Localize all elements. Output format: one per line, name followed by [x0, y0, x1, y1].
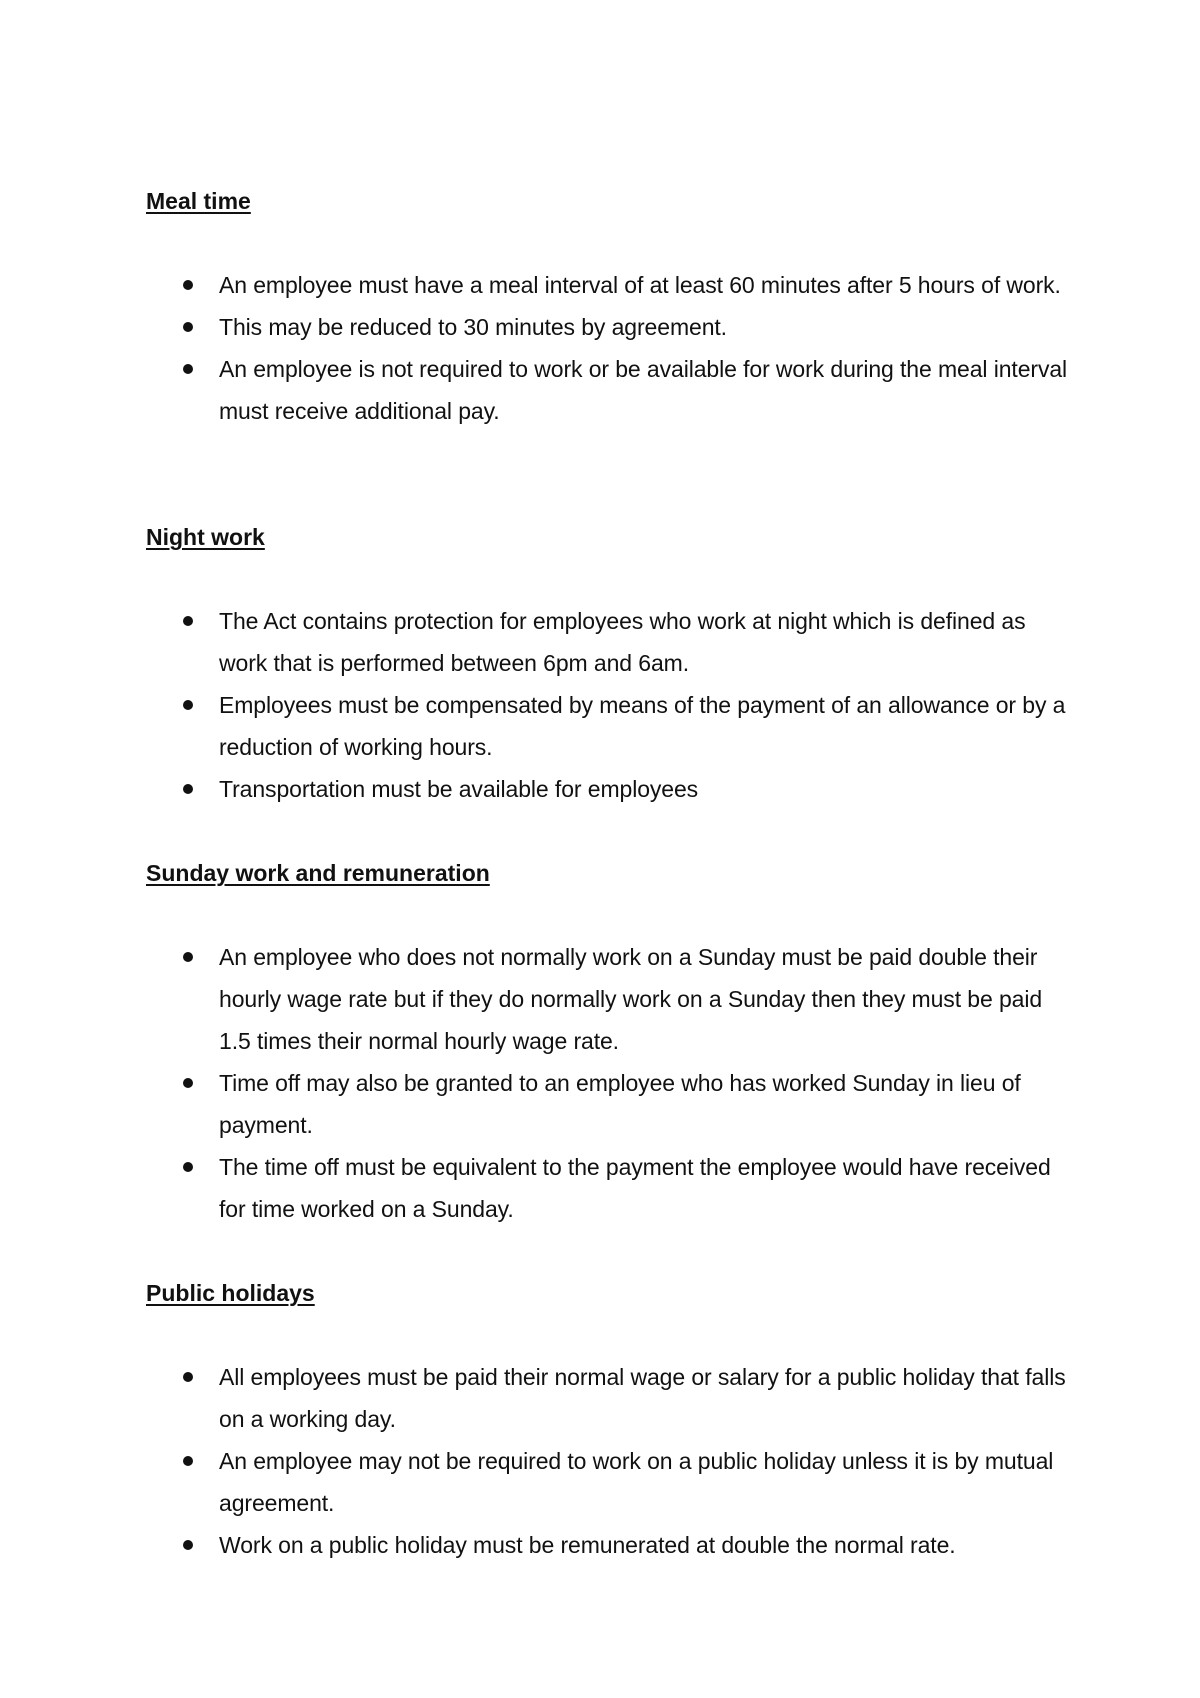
bullet-icon — [183, 1540, 193, 1550]
bullet-text: This may be reduced to 30 minutes by agreement. — [219, 314, 727, 340]
bullet-text: An employee must have a meal interval of at least 60 minutes after 5 hours of work. — [219, 272, 1061, 298]
bullet-text: Time off may also be granted to an employee who has worked Sunday in lieu of payment. — [219, 1070, 1021, 1138]
section-meal-time — [146, 186, 1076, 432]
list-item — [146, 306, 1076, 348]
list-item — [146, 348, 1076, 432]
bullet-list — [146, 264, 1076, 432]
bullet-text: An employee is not required to work or be available for work during the meal interval must receive additional pay. — [219, 356, 1068, 424]
bullet-text: Transportation must be available for employees — [219, 776, 699, 802]
section-heading: Public holidays — [146, 1280, 315, 1306]
bullet-icon — [183, 364, 193, 374]
list-item — [146, 1440, 1076, 1524]
bullet-text: All employees must be paid their normal wage or salary for a public holiday that falls on a working day. — [219, 1364, 1066, 1432]
list-item — [146, 600, 1076, 684]
bullet-icon — [183, 1078, 193, 1088]
list-item — [146, 1356, 1076, 1440]
bullet-list — [146, 936, 1076, 1230]
bullet-icon — [183, 784, 193, 794]
section-public-holidays — [146, 1278, 1076, 1566]
bullet-icon — [183, 1162, 193, 1172]
bullet-text: Work on a public holiday must be remunerated at double the normal rate. — [219, 1532, 956, 1558]
list-item — [146, 936, 1076, 1062]
bullet-icon — [183, 1456, 193, 1466]
bullet-icon — [183, 1372, 193, 1382]
bullet-icon — [183, 952, 193, 962]
section-night-work — [146, 522, 1076, 810]
bullet-text: The Act contains protection for employees who work at night which is defined as work that is performed between 6pm and 6am. — [219, 608, 1026, 676]
list-item — [146, 768, 1076, 810]
bullet-list — [146, 600, 1076, 810]
list-item — [146, 1524, 1076, 1566]
bullet-text: An employee may not be required to work on a public holiday unless it is by mutual agreement. — [219, 1448, 1054, 1516]
list-item — [146, 264, 1076, 306]
section-heading: Night work — [146, 524, 265, 550]
bullet-icon — [183, 616, 193, 626]
section-heading: Meal time — [146, 188, 251, 214]
bullet-list — [146, 1356, 1076, 1566]
section-heading: Sunday work and remuneration — [146, 860, 490, 886]
section-sunday-work — [146, 858, 1076, 1230]
bullet-text: The time off must be equivalent to the payment the employee would have received for time worked on a Sunday. — [219, 1154, 1051, 1222]
bullet-icon — [183, 322, 193, 332]
bullet-icon — [183, 280, 193, 290]
list-item — [146, 1062, 1076, 1146]
bullet-text: An employee who does not normally work on a Sunday must be paid double their hourly wage rate but if they do normally work on a Sunday then they must be paid 1.5 times their normal hourly wage rate. — [219, 944, 1043, 1054]
list-item — [146, 1146, 1076, 1230]
list-item — [146, 684, 1076, 768]
bullet-text: Employees must be compensated by means of the payment of an allowance or by a reduction of working hours. — [219, 692, 1066, 760]
bullet-icon — [183, 700, 193, 710]
